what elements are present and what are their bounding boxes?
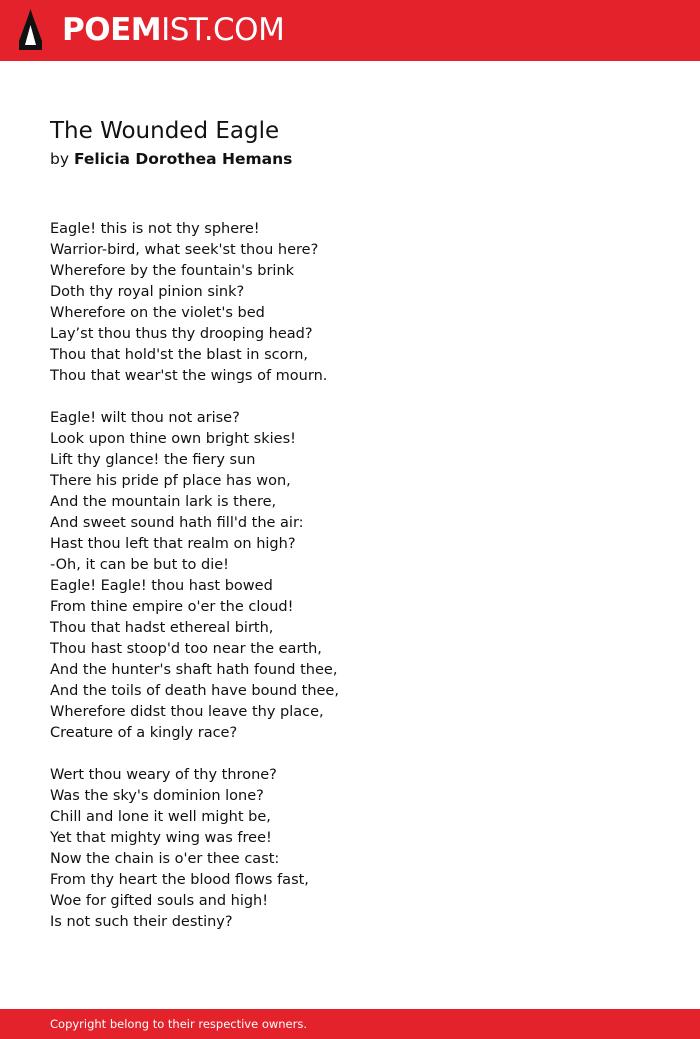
poem-line: From thy heart the blood flows fast, bbox=[50, 872, 309, 888]
poem-line: Warrior-bird, what seek'st thou here? bbox=[50, 242, 319, 258]
poem-line: Wherefore didst thou leave thy place, bbox=[50, 704, 324, 720]
poem-line: From thine empire o'er the cloud! bbox=[50, 599, 294, 615]
poem-line: There his pride pf place has won, bbox=[50, 473, 291, 489]
site-logo-text[interactable] bbox=[62, 11, 284, 49]
poem-line: Is not such their destiny? bbox=[50, 914, 233, 930]
poem-line: Now the chain is o'er thee cast: bbox=[50, 851, 280, 867]
site-footer bbox=[0, 1009, 700, 1039]
poem-line: Chill and lone it well might be, bbox=[50, 809, 271, 825]
pencil-logo-icon[interactable] bbox=[18, 9, 43, 51]
stanza bbox=[50, 408, 339, 744]
poem-line: Wherefore on the violet's bed bbox=[50, 305, 265, 321]
stanza bbox=[50, 765, 339, 933]
poem-line: Woe for gifted souls and high! bbox=[50, 893, 269, 909]
poem-line: Thou that hold'st the blast in scorn, bbox=[50, 347, 309, 363]
poem-line: Eagle! this is not thy sphere! bbox=[50, 221, 260, 237]
poem-line: -Oh, it can be but to die! bbox=[50, 557, 229, 573]
stanza bbox=[50, 219, 339, 387]
poem-line: Eagle! Eagle! thou hast bowed bbox=[50, 578, 273, 594]
poem-line: And the mountain lark is there, bbox=[50, 494, 277, 510]
poem-title: The Wounded Eagle bbox=[50, 118, 280, 144]
author-name: Felicia Dorothea Hemans bbox=[73, 150, 293, 168]
poem-line: Hast thou left that realm on high? bbox=[50, 536, 296, 552]
poem-line: Look upon thine own bright skies! bbox=[50, 431, 296, 447]
poem-line: Thou that wear'st the wings of mourn. bbox=[50, 368, 328, 384]
poem-line: Thou that hadst ethereal birth, bbox=[50, 620, 274, 636]
byline bbox=[50, 148, 292, 170]
poem-line: Doth thy royal pinion sink? bbox=[50, 284, 245, 300]
site-header bbox=[0, 0, 700, 61]
poem-line: And the toils of death have bound thee, bbox=[50, 683, 339, 699]
copyright-notice: Copyright belong to their respective owners. bbox=[50, 1017, 308, 1031]
poem-line: Wert thou weary of thy throne? bbox=[50, 767, 277, 783]
poem-line: Yet that mighty wing was free! bbox=[50, 830, 272, 846]
logo-light-part: IST.COM bbox=[161, 12, 285, 48]
poem-line: And the hunter's shaft hath found thee, bbox=[50, 662, 338, 678]
poem-line: Thou hast stoop'd too near the earth, bbox=[50, 641, 322, 657]
poem-line: Wherefore by the fountain's brink bbox=[50, 263, 295, 279]
poem-body bbox=[50, 219, 339, 954]
poem-line: Creature of a kingly race? bbox=[50, 725, 238, 741]
poem-line: Eagle! wilt thou not arise? bbox=[50, 410, 240, 426]
poem-line: Lay’st thou thus thy drooping head? bbox=[50, 326, 313, 342]
poem-line: Was the sky's dominion lone? bbox=[50, 788, 264, 804]
by-label: by bbox=[50, 150, 70, 168]
poem-line: And sweet sound hath fill'd the air: bbox=[50, 515, 304, 531]
logo-bold-part: POEM bbox=[62, 12, 162, 48]
poem-line: Lift thy glance! the fiery sun bbox=[50, 452, 256, 468]
